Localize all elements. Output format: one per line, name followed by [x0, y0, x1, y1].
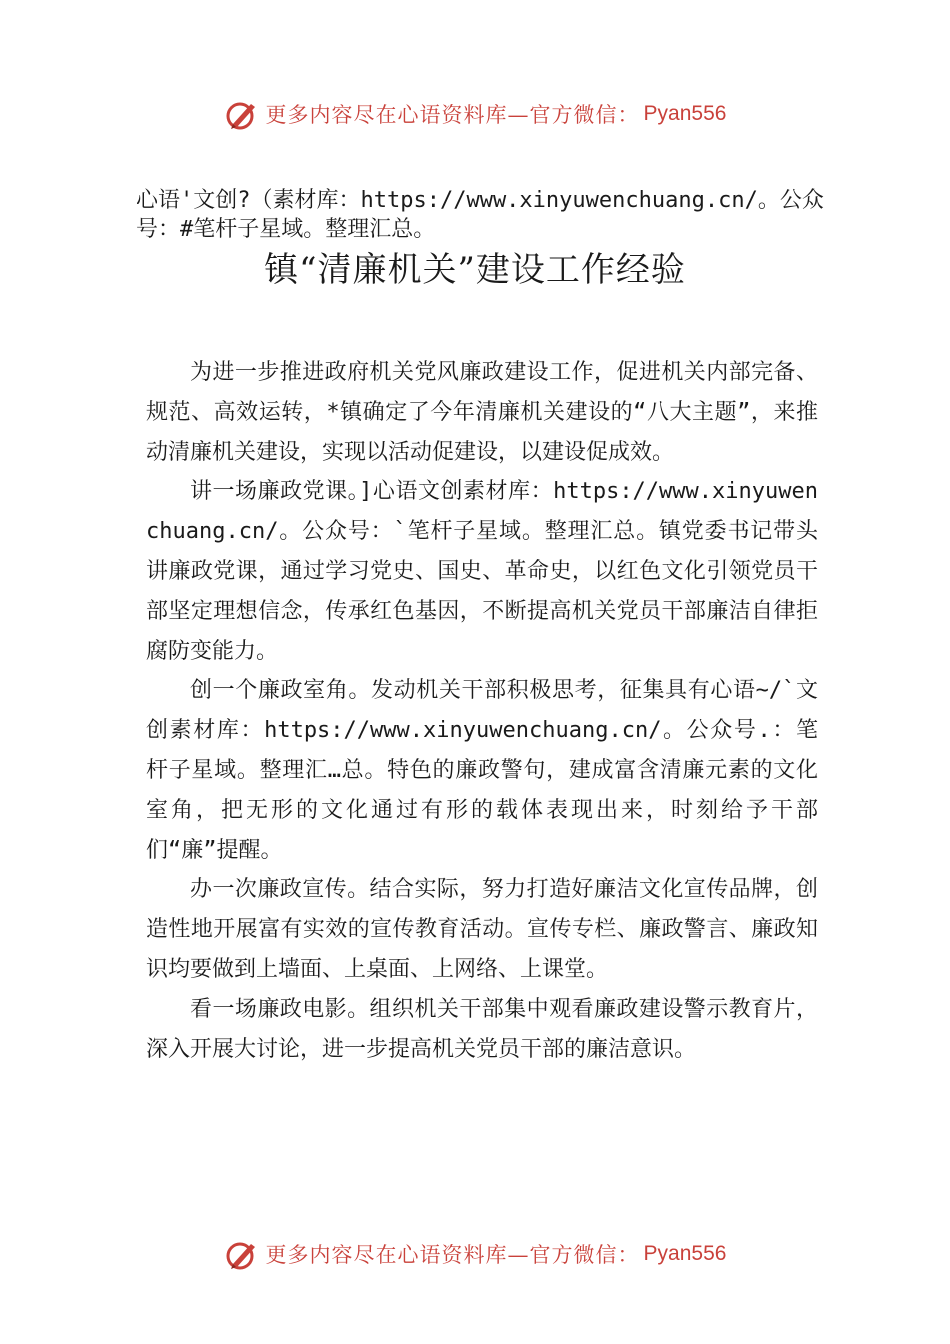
pen-logo-icon	[224, 96, 260, 132]
pen-logo-icon	[224, 1236, 260, 1272]
footer-watermark-banner	[0, 1232, 950, 1276]
banner-wechat-id: Pyan556	[643, 102, 727, 125]
document-body	[146, 353, 818, 1069]
paragraph: 讲一场廉政党课。]心语文创素材库：https://www.xinyuwenchuang.cn/。公众号：`笔杆子星域。整理汇总。镇党委书记带头讲廉政党课，通过学习党史、国史、革命史，以红色文化引领党员干部坚定理想信念，传承红色基因，不断提高机关党员干部廉洁自律拒腐防变能力。	[146, 479, 818, 664]
paragraph: 办一次廉政宣传。结合实际，努力打造好廉洁文化宣传品牌，创造性地开展富有实效的宣传教育活动。宣传专栏、廉政警言、廉政知识均要做到上墙面、上桌面、上网络、上课堂。	[146, 877, 818, 982]
banner-text: 更多内容尽在心语资料库—官方微信：	[265, 1243, 640, 1267]
banner-wechat-id: Pyan556	[643, 1242, 727, 1265]
source-note: 心语'文创?（素材库：https://www.xinyuwenchuang.cn/。公众号：#笔杆子星域。整理汇总。	[136, 188, 824, 242]
paragraph: 创一个廉政室角。发动机关干部积极思考，征集具有心语~/`文创素材库：https://www.xinyuwenchuang.cn/。公众号.：笔杆子星域。整理汇…总。特色的廉政警句，建成富含清廉元素的文化室角，把无形的文化通过有形的载体表现出来，时刻给予干部们“廉”提醒。	[146, 678, 818, 863]
document-title: 镇“清廉机关”建设工作经验	[264, 250, 686, 290]
header-watermark-banner	[0, 92, 950, 136]
paragraph: 为进一步推进政府机关党风廉政建设工作，促进机关内部完备、规范、高效运转，*镇确定了今年清廉机关建设的“八大主题”，来推动清廉机关建设，实现以活动促建设，以建设促成效。	[146, 360, 818, 465]
banner-text: 更多内容尽在心语资料库—官方微信：	[265, 103, 640, 127]
paragraph: 看一场廉政电影。组织机关干部集中观看廉政建设警示教育片，深入开展大讨论，进一步提高机关党员干部的廉洁意识。	[146, 996, 818, 1062]
